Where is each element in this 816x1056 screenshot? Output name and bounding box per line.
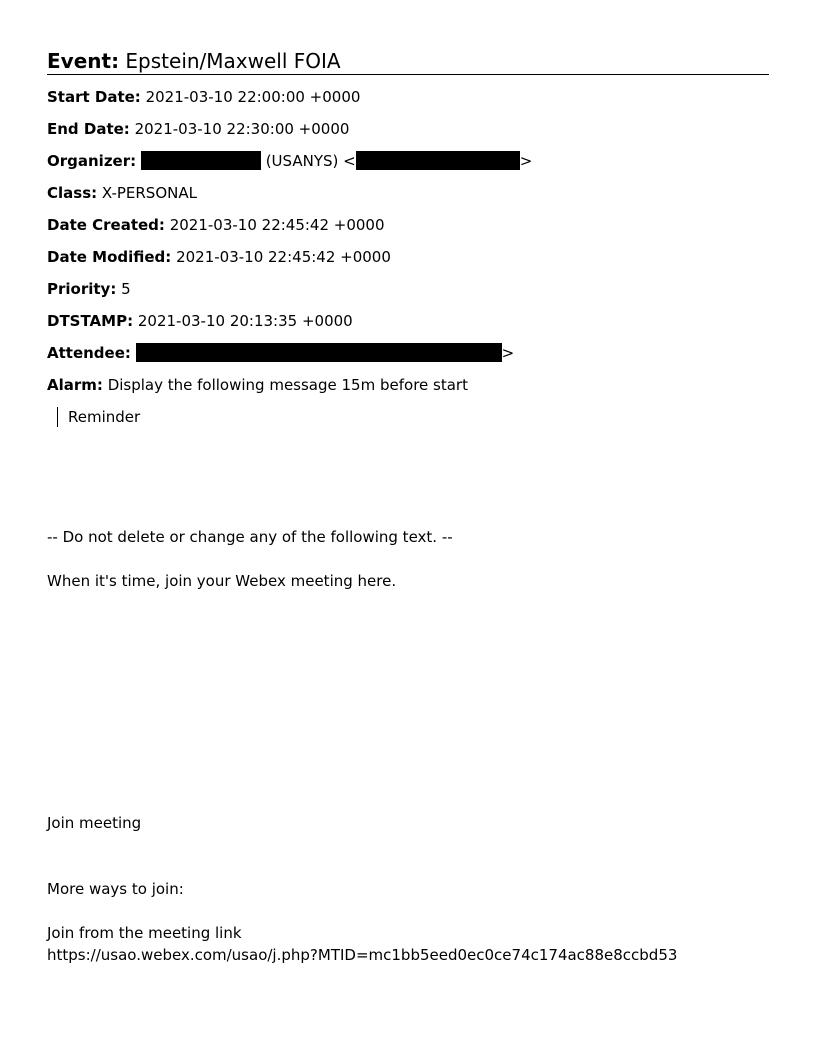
reminder-text: Reminder [68,408,141,426]
end-date-label: End Date: [47,120,130,138]
end-date-field [47,119,349,139]
priority-field [47,279,131,299]
dtstamp-label: DTSTAMP: [47,312,134,330]
attendee-close: > [501,344,515,362]
attendee-label: Attendee: [47,344,131,362]
date-modified-value: 2021-03-10 22:45:42 +0000 [176,248,391,266]
event-label: Event: [47,49,120,73]
date-created-value: 2021-03-10 22:45:42 +0000 [169,216,385,234]
more-ways-heading: More ways to join: [47,880,184,898]
alarm-label: Alarm: [47,376,103,394]
organizer-label: Organizer: [47,152,137,170]
reminder-quote [57,407,140,427]
do-not-delete-notice: -- Do not delete or change any of the following text. -- [47,528,453,546]
join-prompt: When it's time, join your Webex meeting here. [47,572,397,590]
dtstamp-field [47,311,353,331]
join-meeting-link[interactable]: Join meeting [47,814,142,832]
date-modified-field [47,247,391,267]
date-created-field [47,215,385,235]
end-date-value: 2021-03-10 22:30:00 +0000 [134,120,350,138]
organizer-org: (USANYS) < [265,152,356,170]
organizer-email-close: > [519,152,533,170]
class-label: Class: [47,184,98,202]
attendee-field [47,343,514,363]
join-from-link-label: Join from the meeting link [47,924,242,942]
dtstamp-value: 2021-03-10 20:13:35 +0000 [137,312,353,330]
date-modified-label: Date Modified: [47,248,172,266]
start-date-value: 2021-03-10 22:00:00 +0000 [145,88,361,106]
organizer-email-redaction [356,151,520,170]
meeting-url[interactable]: https://usao.webex.com/usao/j.php?MTID=mc1bb5eed0ec0ce74c174ac88e8ccbd53 [47,946,678,964]
organizer-name-redaction [141,151,261,170]
priority-label: Priority: [47,280,117,298]
event-title: Epstein/Maxwell FOIA [125,49,341,73]
alarm-field [47,375,468,395]
priority-value: 5 [121,280,131,298]
alarm-value: Display the following message 15m before start [107,376,468,394]
class-value: X-PERSONAL [101,184,197,202]
start-date-field [47,87,360,107]
date-created-label: Date Created: [47,216,165,234]
attendee-redaction [136,343,502,362]
class-field [47,183,197,203]
event-title-header [47,48,769,75]
start-date-label: Start Date: [47,88,141,106]
organizer-field [47,151,532,171]
